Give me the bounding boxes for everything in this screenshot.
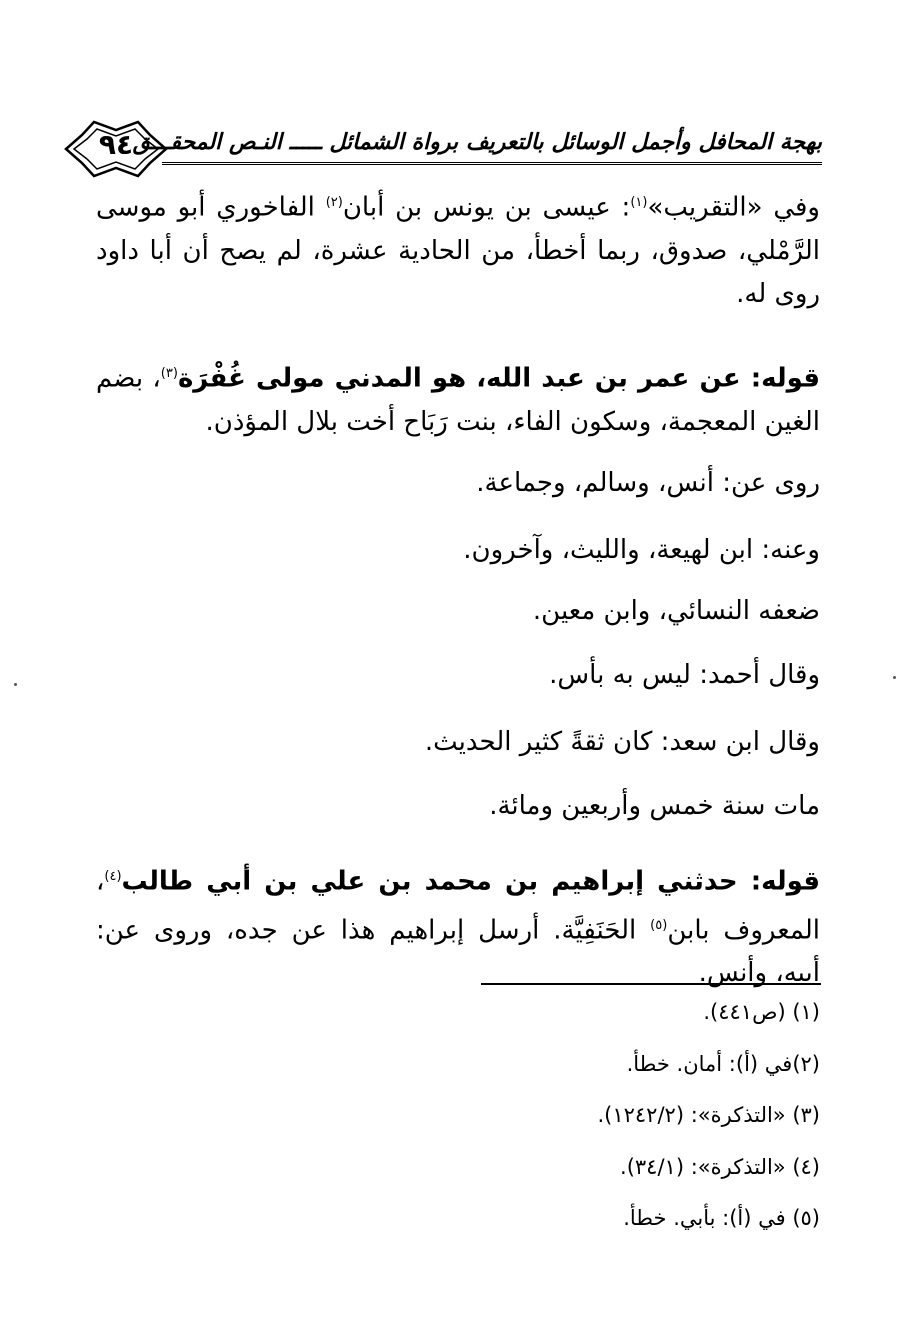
paragraph-2 (96, 352, 820, 444)
running-title: بهجة المحافل وأجمل الوسائل بالتعريف برواة الشمائل ـــــ النـص المحقـــق (132, 130, 822, 155)
footnote: (٥) في (أ): بأبي. خطأ. (623, 1206, 820, 1230)
footnote-ref-5: (٥) (650, 917, 668, 933)
page-number: ٩٤ (98, 128, 134, 161)
text-line: وقال أحمد: ليس به بأس. (549, 660, 820, 690)
text-line: وقال ابن سعد: كان ثقةً كثير الحديث. (424, 727, 820, 757)
footnote-ref-2: (٢) (325, 195, 343, 210)
scan-speck (893, 676, 896, 679)
scan-speck (14, 683, 17, 686)
para3-lead: قوله: حدثني إبراهيم بن محمد بن علي بن أبي طالب (121, 866, 820, 897)
para1-text-b: الفاخوري أبو موسى الرَّمْلي، صدوق، ربما أخطأ، من الحادية عشرة، لم يصح أن أبا داود روى له. (96, 192, 820, 309)
footnote: (٢)في (أ): أمان. خطأ. (626, 1052, 820, 1076)
para1-prefix: وفي «التقريب» (647, 192, 820, 223)
footnote-ref-1: (١) (630, 195, 648, 210)
page-header (62, 118, 822, 180)
text-line: ضعفه النسائي، وابن معين. (532, 596, 820, 626)
para2-lead: قوله: عن عمر بن عبد الله، هو المدني مولى غُفْرَة (177, 363, 820, 394)
footnote-ref-4: (٤) (104, 869, 122, 884)
text-line: وعنه: ابن لهيعة، والليث، وآخرون. (463, 535, 820, 565)
text-line: مات سنة خمس وأربعين ومائة. (489, 791, 820, 821)
paragraph-3 (96, 855, 820, 995)
para3-text-b: الحَنَفِيَّة. أرسل إبراهيم هذا عن جده، وروى عن: أبيه، وأنس. (96, 915, 820, 989)
footnote-ref-3: (٣) (160, 366, 178, 381)
para3-text-a: ، المعروف بابن (96, 866, 820, 946)
paragraph-1 (96, 181, 820, 316)
text-line: روى عن: أنس، وسالم، وجماعة. (476, 468, 820, 498)
para2-text: ، بضم الغين المعجمة، وسكون الفاء، بنت رَبَاح أخت بلال المؤذن. (96, 363, 820, 437)
header-rule (162, 162, 822, 165)
footnote-separator (481, 983, 821, 985)
footnote: (٤) «التذكرة»: (٣٤/١). (620, 1155, 820, 1179)
para1-text-a: : عيسى بن يونس بن أبان (342, 192, 631, 223)
footnote: (١) (ص٤٤١). (703, 1000, 820, 1024)
footnote: (٣) «التذكرة»: (١٢٤٢/٢). (597, 1103, 820, 1127)
